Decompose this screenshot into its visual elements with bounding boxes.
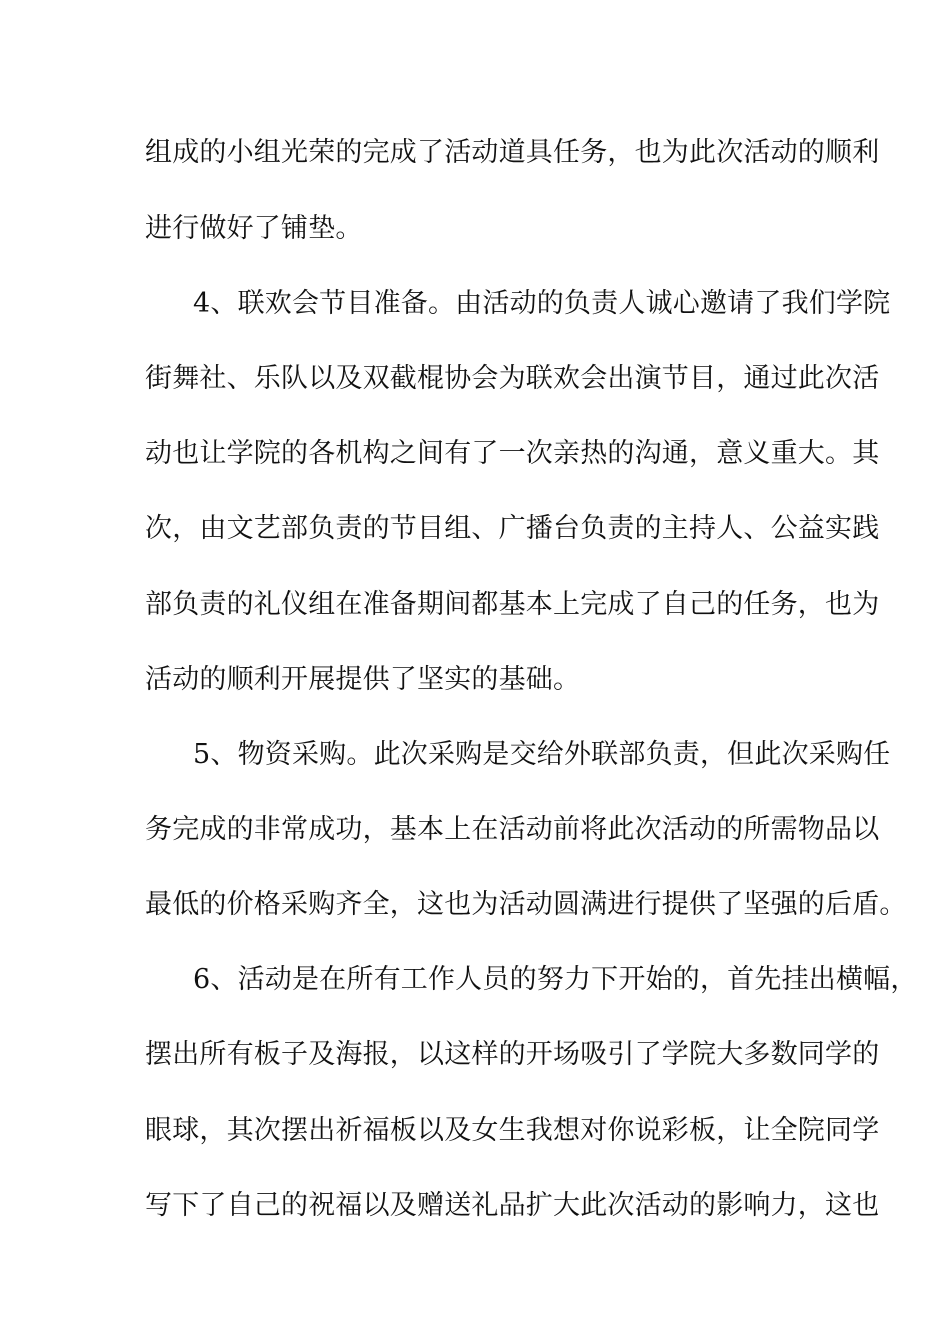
text-line: 部负责的礼仪组在准备期间都基本上完成了自己的任务，也为 (145, 589, 880, 620)
text-line: 摆出所有板子及海报，以这样的开场吸引了学院大多数同学的 (145, 1039, 880, 1070)
text-line: 眼球，其次摆出祈福板以及女生我想对你说彩板，让全院同学 (145, 1115, 880, 1146)
text-line: 务完成的非常成功，基本上在活动前将此次活动的所需物品以 (145, 814, 880, 845)
text-line: 进行做好了铺垫。 (145, 213, 363, 244)
text-line: 街舞社、乐队以及双截棍协会为联欢会出演节目，通过此次活 (145, 363, 880, 394)
text-line: 写下了自己的祝福以及赠送礼品扩大此次活动的影响力，这也 (145, 1190, 880, 1221)
text-line: 次，由文艺部负责的节目组、广播台负责的主持人、公益实践 (145, 513, 880, 544)
paragraph-6-heading-line: 6、活动是在所有工作人员的努力下开始的，首先挂出横幅， (193, 964, 918, 995)
text-line: 活动的顺利开展提供了坚实的基础。 (145, 664, 581, 695)
text-line: 组成的小组光荣的完成了活动道具任务，也为此次活动的顺利 (145, 137, 880, 168)
paragraph-5-heading-line: 5、物资采购。此次采购是交给外联部负责，但此次采购任 (193, 739, 891, 770)
text-line: 最低的价格采购齐全，这也为活动圆满进行提供了坚强的后盾。 (145, 889, 907, 920)
paragraph-4-heading-line: 4、联欢会节目准备。由活动的负责人诚心邀请了我们学院 (193, 288, 891, 319)
text-line: 动也让学院的各机构之间有了一次亲热的沟通，意义重大。其 (145, 438, 880, 469)
